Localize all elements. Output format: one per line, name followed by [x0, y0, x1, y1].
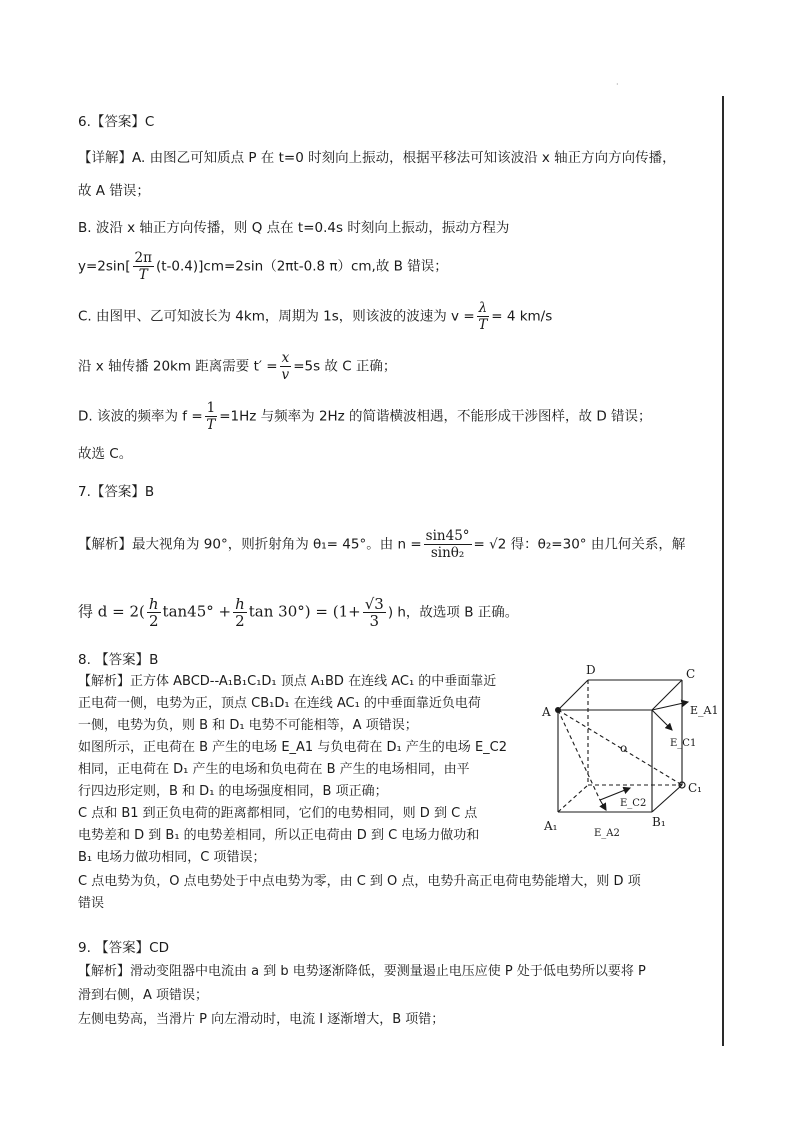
q7-l1-pre: 【解析】最大视角为 90°，则折射角为 θ₁= 45°。由 n =: [78, 536, 422, 553]
q7-l1-num: sin45°: [425, 528, 470, 544]
fig-label-a1: A₁: [544, 819, 558, 833]
q7-l2-mid: tan45° +: [162, 602, 232, 621]
q9-line: 滑到右侧，A 项错误；: [78, 988, 209, 1003]
q7-l2-frac-c-den: 3: [369, 612, 380, 630]
q6-b2-pre: y=2sin[: [78, 258, 131, 275]
q9-line: 左侧电势高，当滑片 P 向左滑动时，电流 I 逐渐增大，B 项错；: [78, 1012, 445, 1027]
fig-label-b1: B₁: [652, 815, 666, 829]
q6-c1-den: T: [478, 317, 488, 333]
q8-line: 一侧，电势为负，则 B 和 D₁ 电势不可能相等，A 项错误；: [78, 718, 418, 733]
q7-l2-frac-a-den: 2: [148, 612, 159, 630]
q7-l2-frac-a: [147, 596, 161, 629]
q7-l2-frac-a-num: h: [148, 595, 159, 613]
q9-line: 【解析】滑动变阻器中电流由 a 到 b 电势逐渐降低，要测量遏止电压应使 P 处于低电势所以要将 P: [78, 964, 646, 979]
q6-c2-pre: 沿 x 轴传播 20km 距离需要 t′ =: [78, 358, 278, 375]
q8-answer: 8. 【答案】B: [78, 652, 159, 668]
q6-c2-num: x: [281, 350, 290, 366]
q6-d1-fraction: [205, 400, 218, 433]
q6-line-c2: [78, 350, 396, 383]
q6-d1-pre: D. 该波的频率为 f =: [78, 408, 203, 425]
fig-label-ea1: E_A1: [690, 704, 719, 717]
q7-l1-fraction: [424, 528, 472, 561]
q6-line-c1: [78, 300, 552, 333]
fig-label-c1: C₁: [688, 781, 702, 795]
q7-line-2: [78, 596, 518, 629]
q8-line: 错误: [78, 896, 105, 911]
q6-c1-fraction: [477, 300, 490, 333]
q8-line: 【解析】正方体 ABCD--A₁B₁C₁D₁ 顶点 A₁BD 在连线 AC₁ 的中垂面靠近: [78, 674, 497, 689]
q7-l2-frac-b-num: h: [235, 595, 245, 613]
page-mark: ·: [616, 80, 619, 89]
q6-line-b2: [78, 250, 448, 283]
fig-label-ea2: E_A2: [594, 828, 620, 839]
q9-answer: 9. 【答案】CD: [78, 940, 169, 956]
q6-conclusion: 故选 C。: [78, 446, 133, 462]
q6-b2-den: T: [138, 267, 148, 283]
q6-b2-fraction: [133, 250, 154, 283]
q6-answer: 6.【答案】C: [78, 114, 155, 130]
q7-l2-frac-b-den: 2: [235, 612, 245, 630]
q6-line-d1: [78, 400, 652, 433]
q7-line-1: [78, 528, 685, 561]
q7-l1-post: = √2 得：θ₂=30° 由几何关系，解: [473, 536, 686, 553]
cube-field-figure: [540, 660, 720, 840]
q8-line: B₁ 电场力做功相同，C 项错误；: [78, 850, 266, 865]
fig-label-ec1: E_C1: [670, 738, 697, 749]
q7-l2-pre: 得 d = 2(: [78, 602, 145, 621]
q6-c1-num: λ: [478, 300, 488, 316]
q6-line-b1: B. 波沿 x 轴正方向传播，则 Q 点在 t=0.4s 时刻向上振动，振动方程为: [78, 220, 510, 236]
q8-line: 正电荷一侧，电势为正，顶点 CB₁D₁ 在连线 AC₁ 的中垂面靠近负电荷: [78, 696, 481, 711]
fig-label-d: D: [586, 663, 596, 677]
q7-l2-post: ) h，故选项 B 正确。: [387, 604, 519, 621]
q7-answer: 7.【答案】B: [78, 484, 155, 500]
q8-line: 如图所示，正电荷在 B 产生的电场 E_A1 与负电荷在 D₁ 产生的电场 E_C2: [78, 740, 508, 755]
margin-rule: [722, 96, 724, 1046]
fig-label-a: A: [542, 705, 551, 719]
fig-label-ec2: E_C2: [620, 798, 647, 809]
q6-c1-pre: C. 由图甲、乙可知波长为 4km，周期为 1s，则该波的波速为 v =: [78, 308, 475, 325]
q6-c2-post: =5s 故 C 正确；: [293, 358, 397, 375]
q7-l1-den: sinθ₂: [430, 545, 465, 561]
q6-c2-den: v: [281, 367, 290, 383]
q7-l2-frac-c-num: √3: [364, 595, 384, 613]
q6-line-a1: 【详解】A. 由图乙可知质点 P 在 t=0 时刻向上振动，根据平移法可知该波沿 x 轴正方向方向传播，: [78, 150, 676, 166]
q6-d1-num: 1: [206, 400, 216, 416]
q6-b2-num: 2π: [134, 250, 152, 266]
q8-line: C 点和 B1 到正负电荷的距离都相同，它们的电势相同，则 D 到 C 点: [78, 806, 478, 821]
q8-line: 电势差和 D 到 B₁ 的电势差相同，所以正电荷由 D 到 C 电场力做功和: [78, 828, 480, 843]
q6-line-a2: 故 A 错误；: [78, 183, 150, 199]
q8-line: C 点电势为负，O 点电势处于中点电势为零，由 C 到 O 点，电势升高正电荷电势能增大，则 D 项: [78, 874, 641, 889]
q6-c2-fraction: [280, 350, 292, 383]
q6-d1-den: T: [206, 417, 216, 433]
q8-line: 相同，正电荷在 D₁ 产生的电场和负电荷在 B 产生的电场相同，由平: [78, 762, 470, 777]
fig-label-c: C: [686, 667, 696, 681]
q7-l2-frac-c: [363, 596, 386, 629]
q7-l2-frac-b: [233, 596, 247, 629]
fig-label-o: o: [620, 741, 628, 755]
q8-line: 行四边形定则，B 和 D₁ 的电场强度相同，B 项正确；: [78, 784, 388, 799]
q6-d1-post: =1Hz 与频率为 2Hz 的简谐横波相遇，不能形成干涉图样，故 D 错误；: [219, 408, 652, 425]
q6-b2-post: (t-0.4)]cm=2sin（2πt-0.8 π）cm,故 B 错误；: [155, 258, 448, 275]
q6-c1-post: = 4 km/s: [491, 308, 553, 325]
q7-l2-mid2: tan 30°) = (1+: [248, 602, 361, 621]
